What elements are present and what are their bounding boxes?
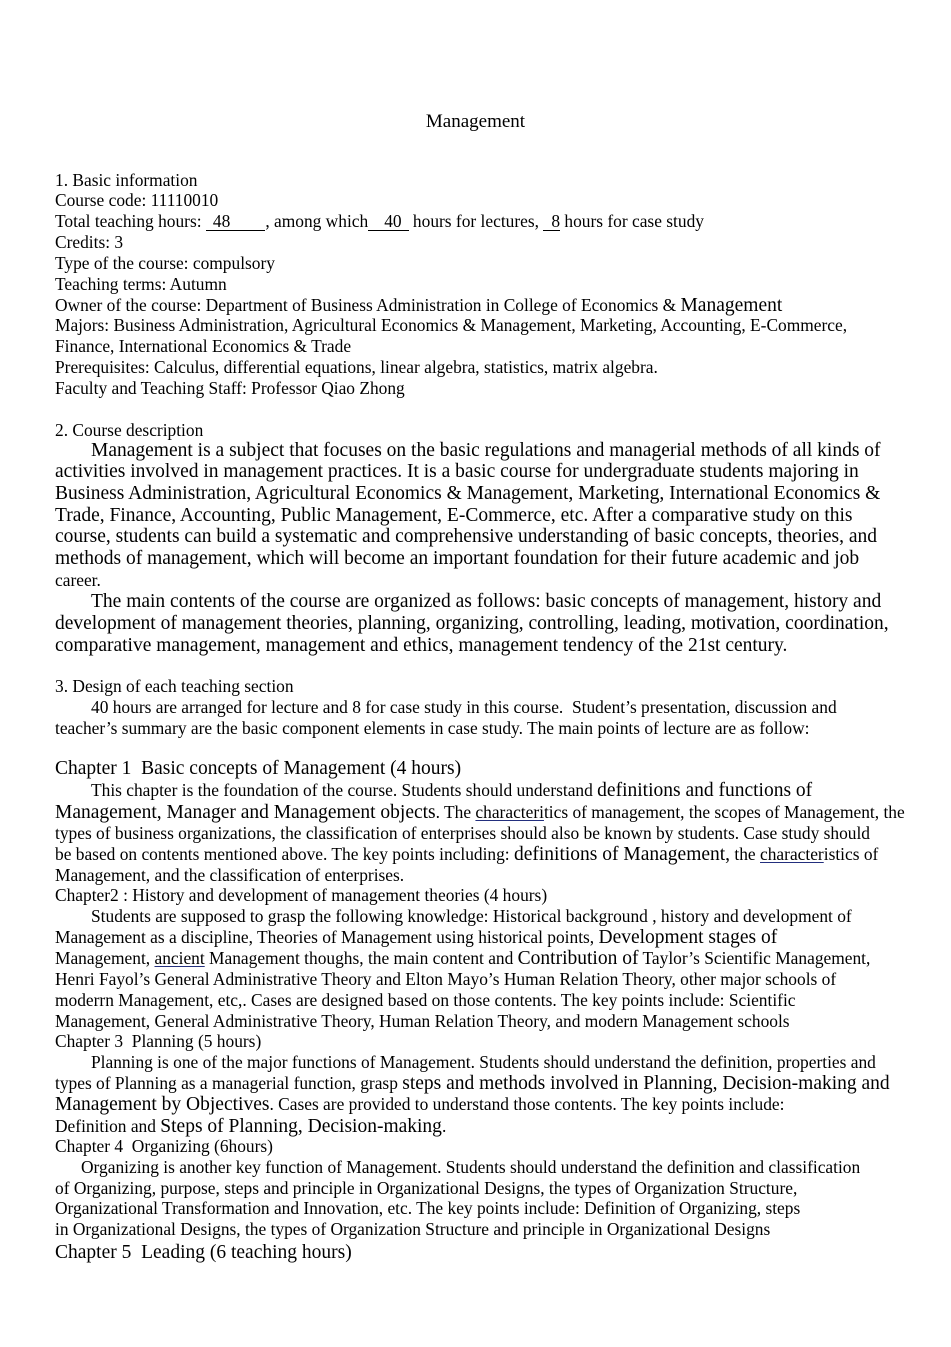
text-segment: the <box>730 844 761 864</box>
course-type-line: Type of the course: compulsory <box>55 253 275 273</box>
text-segment-large: definitions and functions of <box>597 780 813 801</box>
text-segment-large: Development stages of <box>598 927 778 948</box>
document-title: Management <box>425 111 526 132</box>
text-segment-large: Contribution of <box>517 948 639 969</box>
lecture-hours-suffix: hours for lectures, <box>408 211 544 231</box>
paragraph-line: development of management theories, planning, organizing, controlling, leading, motivation, coordination, <box>55 613 889 634</box>
paragraph-line: Management, General Administrative Theory, Human Relation Theory, and modern Management schools <box>55 1011 790 1031</box>
case-study-hours-value: 8 <box>543 213 560 231</box>
chapter-heading: Chapter 5 Leading (6 teaching hours) <box>55 1242 352 1263</box>
paragraph-line: methods of management, which will become an important foundation for their future academic and job <box>55 548 860 569</box>
paragraph-line <box>55 801 905 823</box>
text-segment: Taylor’s Scientific Management, <box>638 948 871 968</box>
paragraph-line <box>55 1115 446 1137</box>
paragraph-line: types of business organizations, the classification of enterprises should also be known by students. Case study should <box>55 823 870 843</box>
paragraph-line: Management is a subject that focuses on the basic regulations and managerial methods of all kinds of <box>91 440 881 461</box>
paragraph-line: Henri Fayol’s General Administrative Theory and Elton Mayo’s Human Relation Theory, other major schools of <box>55 969 837 989</box>
paragraph-line <box>55 843 878 865</box>
text-segment: Management, <box>55 948 155 968</box>
paragraph-line: in Organizational Designs, the types of Organization Structure and principle in Organizational Designs <box>55 1219 771 1239</box>
case-study-hours-suffix: hours for case study <box>560 211 704 231</box>
underlined-text: characteri <box>475 802 544 822</box>
paragraph-line <box>55 1072 890 1094</box>
paragraph-line: Trade, Finance, Accounting, Public Management, E-Commerce, etc. After a comparative study on this <box>55 505 853 526</box>
chapter-heading: Chapter 3 Planning (5 hours) <box>55 1031 262 1051</box>
paragraph-line: course, students can build a systematic and comprehensive understanding of basic concepts, theories, and <box>55 526 878 547</box>
text-segment-large: Management, Manager and Management objects <box>55 802 436 823</box>
underlined-text: ancient <box>154 948 205 968</box>
paragraph-line <box>55 926 777 948</box>
paragraph-line: activities involved in management practices. It is a basic course for undergraduate students majoring in <box>55 461 859 482</box>
paragraph-line: comparative management, management and ethics, management tendency of the 21st century. <box>55 635 788 656</box>
paragraph-line: Organizational Transformation and Innovation, etc. The key points include: Definition of Organizing, steps <box>55 1198 801 1218</box>
prerequisites-line: Prerequisites: Calculus, differential equations, linear algebra, statistics, matrix algebra. <box>55 357 658 377</box>
section-heading-basic-information: 1. Basic information <box>55 170 198 190</box>
paragraph-line: Management, and the classification of enterprises. <box>55 865 405 885</box>
chapter-heading: Chapter2 : History and development of management theories (4 hours) <box>55 885 548 905</box>
total-hours-value: 48 <box>206 213 265 231</box>
paragraph-line: career. <box>55 570 101 590</box>
teaching-hours-line <box>55 210 704 232</box>
course-owner-line <box>55 294 782 316</box>
paragraph-line: teacher’s summary are the basic component elements in case study. The main points of lecture are as follow: <box>55 718 810 738</box>
text-segment: be based on contents mentioned above. The key points including: <box>55 844 514 864</box>
text-segment: tics of management, the scopes of Management, the <box>543 802 905 822</box>
text-segment: This chapter is the foundation of the course. Students should understand <box>91 780 598 800</box>
paragraph-line: Business Administration, Agricultural Economics & Management, Marketing, International Economics & <box>55 483 881 504</box>
text-segment-large: steps and methods involved in Planning, Decision-making and <box>402 1073 890 1094</box>
paragraph-line: of Organizing, purpose, steps and principle in Organizational Designs, the types of Organization Structure, <box>55 1178 798 1198</box>
paragraph-line <box>55 947 870 969</box>
section-heading-design: 3. Design of each teaching section <box>55 676 294 696</box>
text-segment: Owner of the course: Department of Business Administration in College of Economics & <box>55 295 681 315</box>
course-code-line: Course code: 11110010 <box>55 190 219 210</box>
paragraph-line <box>91 779 812 801</box>
text-segment: . <box>441 1116 447 1136</box>
text-segment: Definition and <box>55 1116 161 1136</box>
text-segment-large: Steps of Planning, Decision-making <box>160 1116 442 1137</box>
text-segment: istics of <box>823 844 879 864</box>
faculty-line: Faculty and Teaching Staff: Professor Qiao Zhong <box>55 378 405 398</box>
text-segment: Management as a discipline, Theories of Management using historical points, <box>55 927 599 947</box>
chapter-heading: Chapter 4 Organizing (6hours) <box>55 1136 273 1156</box>
majors-line: Finance, International Economics & Trade <box>55 336 352 356</box>
paragraph-line: Organizing is another key function of Management. Students should understand the definition and classification <box>81 1157 861 1177</box>
text-segment: types of Planning as a managerial function, grasp <box>55 1073 403 1093</box>
paragraph-line: moderrn Management, etc,. Cases are designed based on those contents. The key points include: Scientific <box>55 990 796 1010</box>
majors-line: Majors: Business Administration, Agricultural Economics & Management, Marketing, Accounting, E-Commerce, <box>55 315 848 335</box>
paragraph-line: Students are supposed to grasp the following knowledge: Historical background , history and development of <box>91 906 852 926</box>
teaching-terms-line: Teaching terms: Autumn <box>55 274 227 294</box>
text-segment-large: Management by Objectives <box>55 1094 270 1115</box>
underlined-text: character <box>760 844 824 864</box>
text-segment-large: definitions of Management, <box>513 844 731 865</box>
among-which-text: , among which <box>265 211 369 231</box>
paragraph-line: Planning is one of the major functions of Management. Students should understand the definition, properties and <box>91 1052 876 1072</box>
section-heading-course-description: 2. Course description <box>55 420 204 440</box>
text-segment: . The <box>435 802 476 822</box>
text-segment: Management thoughs, the main content and <box>204 948 518 968</box>
teaching-hours-label: Total teaching hours: <box>55 211 206 231</box>
lecture-hours-value: 40 <box>368 213 408 231</box>
text-segment: . Cases are provided to understand those contents. The key points include: <box>269 1094 785 1114</box>
paragraph-line: 40 hours are arranged for lecture and 8 for case study in this course. Student’s presentation, discussion and <box>91 697 837 717</box>
chapter-heading: Chapter 1 Basic concepts of Management (4 hours) <box>55 758 462 779</box>
credits-line: Credits: 3 <box>55 232 124 252</box>
paragraph-line: The main contents of the course are organized as follows: basic concepts of management, history and <box>91 591 882 612</box>
text-segment-large: Management <box>680 295 783 316</box>
paragraph-line <box>55 1093 784 1115</box>
